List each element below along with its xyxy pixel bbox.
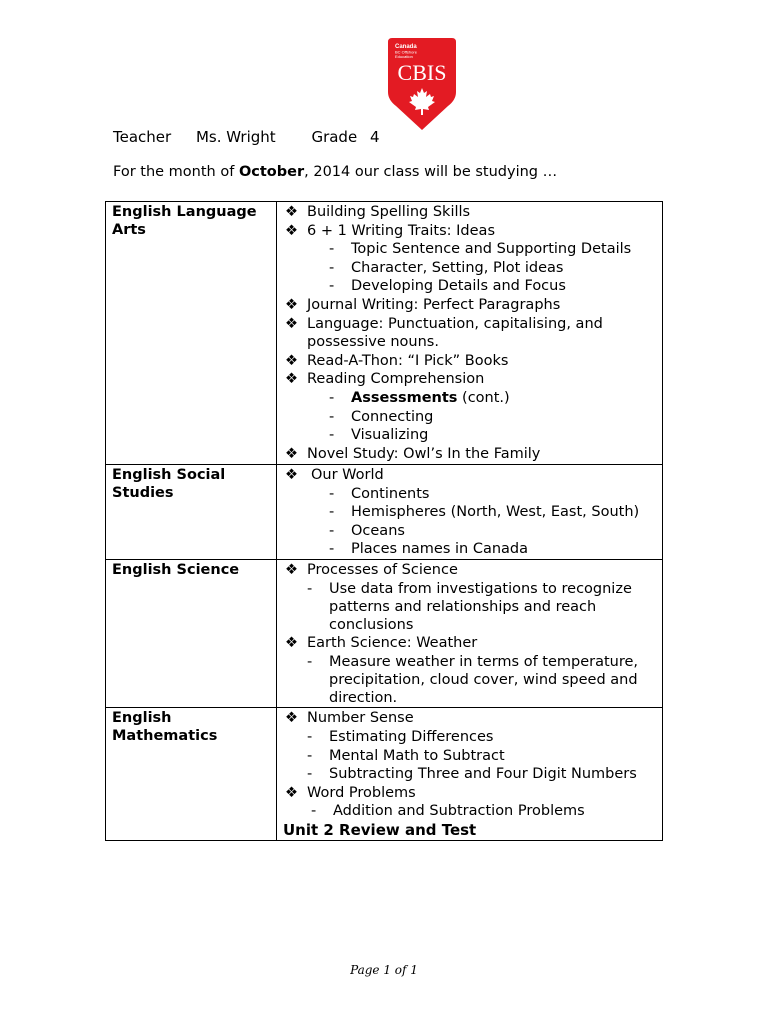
subject-cell [106, 202, 277, 465]
diamond-bullet-icon: ❖ [285, 352, 298, 369]
curriculum-table [105, 201, 663, 841]
subject-label: English Social Studies [112, 467, 226, 501]
dash-bullet-icon: - [329, 389, 335, 406]
grade-label: Grade [311, 128, 358, 146]
sub-list-item: - Connecting [329, 408, 434, 425]
dash-bullet-icon: - [329, 241, 335, 258]
dash-bullet-icon: - [307, 747, 313, 764]
intro-suffix: , 2014 our class will be studying … [304, 164, 558, 180]
svg-text:CBIS: CBIS [397, 60, 447, 85]
list-item: ❖ Read-A-Thon: “I Pick” Books [285, 352, 509, 369]
sub-list-item: - Oceans [329, 522, 405, 539]
dash-bullet-icon: - [329, 408, 335, 425]
diamond-bullet-icon: ❖ [285, 710, 298, 727]
dash-bullet-icon: - [329, 541, 335, 558]
dash-bullet-icon: - [329, 427, 335, 444]
sub-list-item: - Visualizing [329, 427, 429, 444]
topics-cell [277, 465, 663, 560]
cbis-shield-icon [388, 38, 456, 130]
subject-label: English Science [112, 561, 240, 578]
dash-bullet-icon: - [307, 728, 313, 745]
list-item: ❖ Processes of Science [285, 561, 458, 578]
dash-bullet-icon: - [307, 580, 313, 597]
dash-bullet-icon: - [329, 522, 335, 539]
dash-bullet-icon: - [307, 653, 313, 670]
sub-list-item: - Estimating Differences [307, 728, 494, 745]
table-row [106, 708, 663, 840]
svg-text:Education: Education [395, 54, 413, 59]
diamond-bullet-icon: ❖ [285, 467, 298, 483]
sub-list-item: - Character, Setting, Plot ideas [329, 259, 564, 276]
dash-bullet-icon: - [329, 504, 335, 521]
sub-list-item: - Assessments (cont.) [329, 389, 510, 406]
dash-bullet-icon: - [307, 766, 313, 783]
grade-value: 4 [369, 128, 380, 146]
sub-list-item: - Topic Sentence and Supporting Details [329, 241, 632, 258]
dash-bullet-icon: - [311, 803, 317, 820]
diamond-bullet-icon: ❖ [285, 784, 298, 801]
topics-cell [277, 559, 663, 707]
diamond-bullet-icon: ❖ [285, 635, 298, 652]
sub-list-item: - Continents [329, 485, 430, 502]
list-item: ❖ Our World [285, 467, 384, 483]
intro-sentence [113, 164, 557, 180]
sub-list-item: - Mental Math to Subtract [307, 747, 505, 764]
cbis-logo [388, 38, 456, 130]
table-row [106, 559, 663, 707]
sub-list-item: - Measure weather in terms of temperature, precipitation, cloud cover, wind speed and direction. [307, 653, 639, 707]
list-item: ❖ Novel Study: Owl’s In the Family [285, 445, 541, 462]
svg-text:Canada: Canada [395, 44, 417, 50]
list-item: ❖ Number Sense [285, 710, 414, 727]
sub-list-item: - Use data from investigations to recognize patterns and relationships and reach conclusions [307, 580, 632, 633]
teacher-grade-line [113, 128, 380, 146]
sub-list-item: - Hemispheres (North, West, East, South) [329, 504, 640, 521]
unit-review-heading: Unit 2 Review and Test [283, 820, 477, 839]
diamond-bullet-icon: ❖ [285, 204, 298, 220]
list-item: ❖ 6 + 1 Writing Traits: Ideas [285, 222, 495, 239]
diamond-bullet-icon: ❖ [285, 445, 298, 462]
subject-cell [106, 708, 277, 840]
topics-cell [277, 708, 663, 840]
sub-list-item: - Addition and Subtraction Problems [311, 803, 585, 820]
teacher-label: Teacher [113, 128, 172, 146]
svg-text:BC Offshore: BC Offshore [395, 49, 417, 55]
diamond-bullet-icon: ❖ [285, 222, 298, 239]
diamond-bullet-icon: ❖ [285, 296, 298, 313]
dash-bullet-icon: - [329, 485, 335, 502]
diamond-bullet-icon: ❖ [285, 371, 298, 388]
subject-cell [106, 559, 277, 707]
sub-list-item: - Developing Details and Focus [329, 278, 566, 295]
list-item: ❖ Language: Punctuation, capitalising, and possessive nouns. [285, 315, 603, 351]
list-item: ❖ Journal Writing: Perfect Paragraphs [285, 296, 561, 313]
list-item: ❖ Building Spelling Skills [285, 204, 471, 220]
intro-prefix: For the month of [113, 164, 239, 180]
list-item: ❖ Word Problems [285, 784, 416, 801]
topics-cell [277, 202, 663, 465]
table-row [106, 202, 663, 465]
intro-month: October [238, 164, 305, 180]
table-row [106, 465, 663, 560]
subject-label: English Language Arts [112, 204, 257, 238]
list-item: ❖ Earth Science: Weather [285, 635, 478, 652]
diamond-bullet-icon: ❖ [285, 561, 298, 578]
page-number: Page 1 of 1 [350, 963, 418, 977]
sub-list-item: - Places names in Canada [329, 541, 529, 558]
sub-list-item: - Subtracting Three and Four Digit Numbers [307, 766, 637, 783]
list-item: ❖ Reading Comprehension [285, 371, 485, 388]
dash-bullet-icon: - [329, 259, 335, 276]
subject-cell [106, 465, 277, 560]
dash-bullet-icon: - [329, 278, 335, 295]
subject-label: English Mathematics [112, 710, 218, 745]
teacher-name: Ms. Wright [195, 128, 276, 146]
diamond-bullet-icon: ❖ [285, 315, 298, 332]
